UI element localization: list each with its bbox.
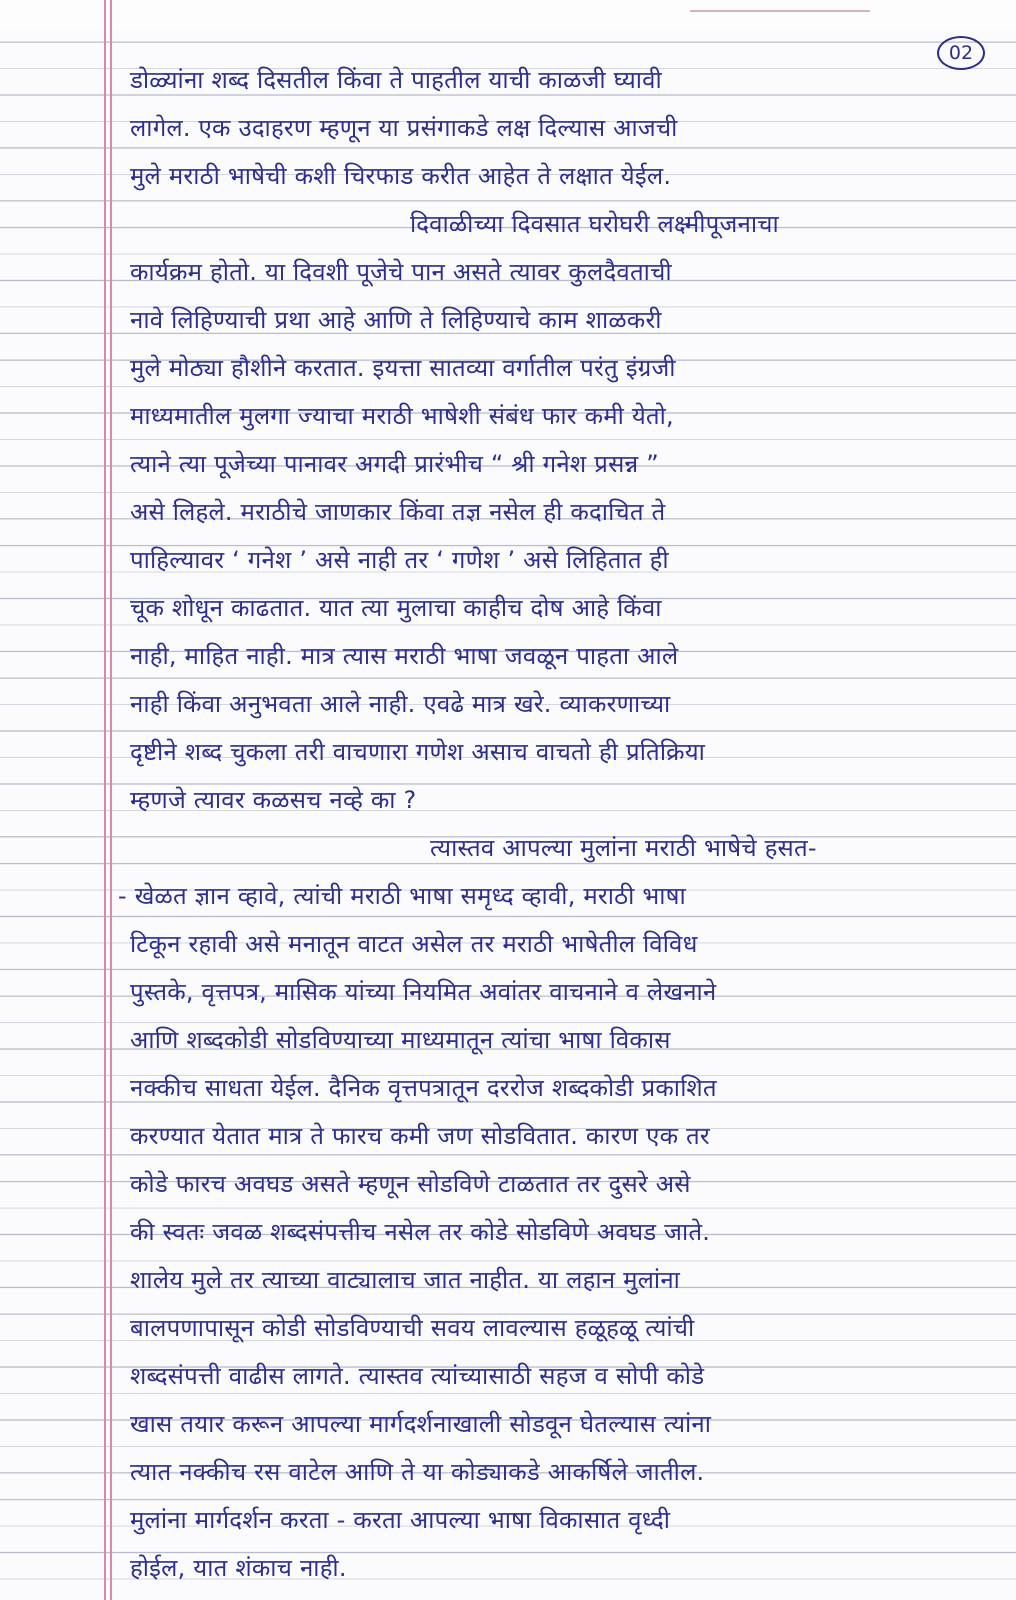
text-line: खास तयार करून आपल्या मार्गदर्शनाखाली सोडवून घेतल्यास त्यांना bbox=[130, 1410, 712, 1438]
text-line: त्यात नक्कीच रस वाटेल आणि ते या कोड्याकडे आकर्षिले जातील. bbox=[130, 1458, 705, 1486]
text-line: शालेय मुले तर त्याच्या वाट्यालाच जात नाहीत. या लहान मुलांना bbox=[130, 1266, 681, 1294]
text-line: करण्यात येतात मात्र ते फारच कमी जण सोडवितात. कारण एक तर bbox=[130, 1122, 710, 1150]
text-line: त्यास्तव आपल्या मुलांना मराठी भाषेचे हसत- bbox=[430, 834, 817, 862]
text-line: नाही, माहित नाही. मात्र त्यास मराठी भाषा जवळून पाहता आले bbox=[130, 642, 679, 670]
text-line: लागेल. एक उदाहरण म्हणून या प्रसंगाकडे लक्ष दिल्यास आजची bbox=[130, 114, 678, 142]
text-line: त्याने त्या पूजेच्या पानावर अगदी प्रारंभीच “ श्री गनेश प्रसन्न ” bbox=[130, 450, 659, 478]
text-line: मुलांना मार्गदर्शन करता - करता आपल्या भाषा विकासात वृध्दी bbox=[130, 1506, 671, 1534]
text-line: कोडे फारच अवघड असते म्हणून सोडविणे टाळतात तर दुसरे असे bbox=[130, 1170, 691, 1198]
text-line: आणि शब्दकोडी सोडविण्याच्या माध्यमातून त्यांचा भाषा विकास bbox=[130, 1026, 671, 1054]
text-line: पुस्तके, वृत्तपत्र, मासिक यांच्या नियमित अवांतर वाचनाने व लेखनाने bbox=[130, 978, 717, 1006]
text-line: डोळ्यांना शब्द दिसतील किंवा ते पाहतील याची काळजी घ्यावी bbox=[130, 66, 662, 94]
text-line: नाही किंवा अनुभवता आले नाही. एवढे मात्र खरे. व्याकरणाच्या bbox=[130, 690, 671, 718]
text-line: शब्दसंपत्ती वाढीस लागते. त्यास्तव त्यांच्यासाठी सहज व सोपी कोडे bbox=[130, 1362, 705, 1390]
text-line: बालपणापासून कोडी सोडविण्याची सवय लावल्यास हळूहळू त्यांची bbox=[130, 1314, 695, 1342]
text-line: टिकून रहावी असे मनातून वाटत असेल तर मराठी भाषेतील विविध bbox=[130, 930, 698, 958]
text-line: की स्वतः जवळ शब्दसंपत्तीच नसेल तर कोडे सोडविणे अवघड जाते. bbox=[130, 1218, 711, 1246]
text-line: होईल, यात शंकाच नाही. bbox=[130, 1554, 347, 1582]
text-line: - खेळत ज्ञान व्हावे, त्यांची मराठी भाषा समृध्द व्हावी, मराठी भाषा bbox=[118, 882, 686, 910]
text-line: दिवाळीच्या दिवसात घरोघरी लक्ष्मीपूजनाचा bbox=[410, 210, 779, 238]
text-line: मुले मराठी भाषेची कशी चिरफाड करीत आहेत ते लक्षात येईल. bbox=[130, 162, 672, 190]
text-line: माध्यमातील मुलगा ज्याचा मराठी भाषेशी संबंध फार कमी येतो, bbox=[130, 402, 674, 430]
text-line: चूक शोधून काढतात. यात त्या मुलाचा काहीच दोष आहे किंवा bbox=[130, 594, 662, 622]
text-line: कार्यक्रम होतो. या दिवशी पूजेचे पान असते त्यावर कुलदैवताची bbox=[130, 258, 672, 286]
text-line: नक्कीच साधता येईल. दैनिक वृत्तपत्रातून दररोज शब्दकोडी प्रकाशित bbox=[130, 1074, 717, 1102]
text-line: नावे लिहिण्याची प्रथा आहे आणि ते लिहिण्याचे काम शाळकरी bbox=[130, 306, 662, 334]
text-line: पाहिल्यावर ‘ गनेश ’ असे नाही तर ‘ गणेश ’ असे लिहितात ही bbox=[130, 546, 669, 574]
text-line: मुले मोठ्या हौशीने करतात. इयत्ता सातव्या वर्गातील परंतु इंग्रजी bbox=[130, 354, 676, 382]
text-line: म्हणजे त्यावर कळसच नव्हे का ? bbox=[130, 786, 417, 814]
page-number: 02 bbox=[937, 36, 985, 70]
text-line: असे लिहले. मराठीचे जाणकार किंवा तज्ञ नसेल ही कदाचित ते bbox=[130, 498, 666, 526]
text-line: दृष्टीने शब्द चुकला तरी वाचणारा गणेश असाच वाचतो ही प्रतिक्रिया bbox=[130, 738, 706, 766]
